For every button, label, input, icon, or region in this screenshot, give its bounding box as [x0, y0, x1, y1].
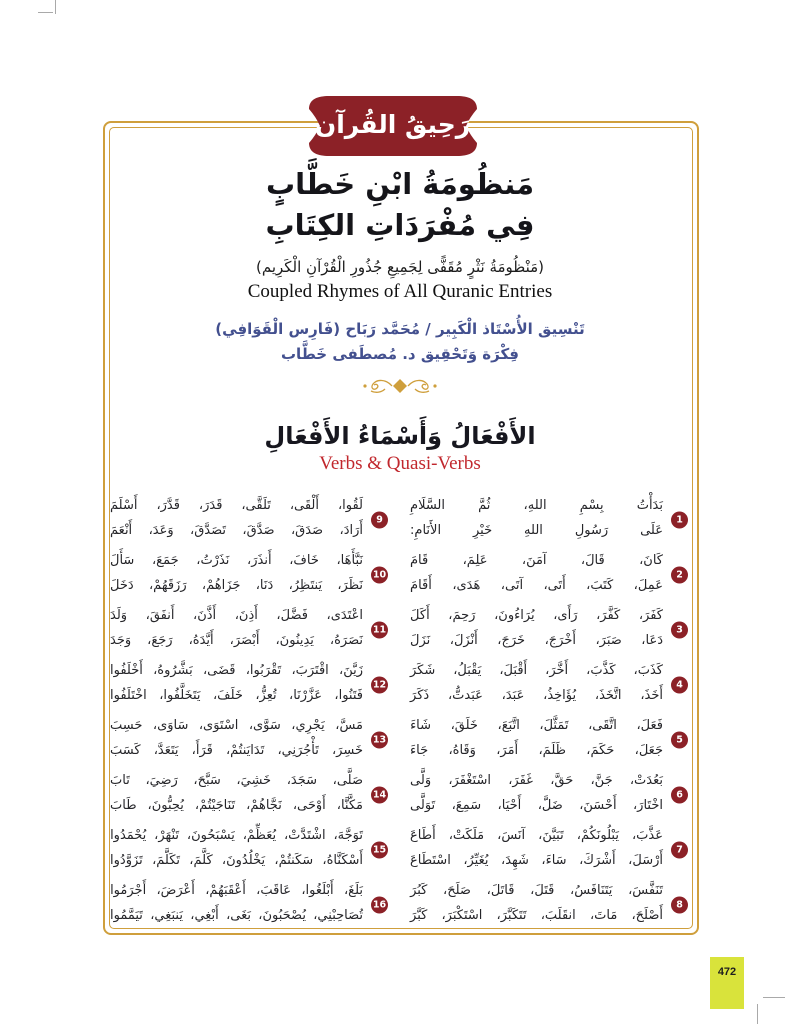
verse-word: يُغَيِّرُ، [463, 853, 489, 868]
verse-word: دَخَلَ [110, 578, 134, 593]
verse-line-2 [410, 903, 663, 928]
verse-word: رَضِيَ، [145, 773, 178, 788]
verse-word: قَدَّرَ، [156, 498, 180, 513]
verse-word: يَتَعَدَّ، [153, 743, 179, 758]
verse-word: صَدَقَ، [290, 523, 324, 538]
verse-line-2 [110, 628, 363, 653]
verse-line-1 [110, 658, 363, 683]
verse-word: جَمَعَ، [151, 553, 179, 568]
verse-word: كَتَبَ، [586, 578, 614, 593]
verse-word: بَدَأْتُ [636, 498, 663, 513]
verse-word: تَكَلَّمَ، [152, 853, 181, 868]
main-title-line1: مَنظُومَةُ ابْنِ خَطَّابٍ [265, 167, 535, 201]
verse-word: كَلَّمَ، [189, 853, 213, 868]
verse-word: دَعَا، [641, 633, 663, 648]
verse-word: خَسِرَ، [331, 743, 363, 758]
section-title-arabic: الأَفْعَالُ وَأَسْمَاءُ الأَفْعَالِ [264, 422, 536, 450]
verse-word: نَذَرْتُ، [196, 553, 230, 568]
credit-line-2: فِكْرَة وَتَحْقِيق د. مُصطَفى خَطَّاب [280, 345, 519, 363]
verse-word: تَتَكَبَّرَ، [496, 908, 527, 923]
verse-word: عَبَدتُّ، [447, 688, 483, 703]
verse-word: مَكَّنَّا، [336, 798, 363, 813]
verse-word: أَخْرَجَ، [544, 633, 576, 648]
verse-word: ظَلَمَ، [538, 743, 566, 758]
verse-word: نَظَرَ، [337, 578, 363, 593]
verse-word: صَلَّى، [332, 773, 363, 788]
verse-word: أَبْصَرَ، [229, 633, 260, 648]
verse-word: قَتَلَ، [530, 883, 555, 898]
verse-word: غَفَرَ، [508, 773, 533, 788]
verse [410, 713, 690, 767]
verse-word: ضَلَّ، [537, 798, 563, 813]
verse-word: أَوْحَى، [292, 798, 326, 813]
page-number: 472 [717, 966, 737, 978]
verse-number-badge: 15 [371, 842, 388, 859]
verse-line-1 [410, 823, 663, 848]
verse-word: حَكَمَ، [586, 743, 615, 758]
verse-line-2 [410, 518, 663, 543]
verse-word: تَنْهَرْ، [154, 828, 180, 843]
verse-word: شَكَرَ [410, 663, 436, 678]
verse [110, 878, 390, 932]
verse-line-1 [410, 548, 663, 573]
verse-word: بِسْمِ [579, 498, 604, 513]
verse-line-2 [410, 628, 663, 653]
verse-word: قَالَ، [580, 553, 605, 568]
verse-number-badge: 8 [671, 897, 688, 914]
verse-number-badge: 5 [671, 732, 688, 749]
verse-word: السَّلَامِ [410, 498, 445, 513]
verse-word: جَنَّ، [590, 773, 613, 788]
verse-word: خَافَ، [289, 553, 319, 568]
verse-word: طَابَ [110, 798, 137, 813]
verse [410, 878, 690, 932]
banner-title: رَحِيقُ القُرآن [314, 110, 471, 139]
verse-word: الأَنَامِ: [410, 523, 442, 538]
verse-word: كَذَبَ، [633, 663, 663, 678]
verses-right-column [410, 493, 690, 933]
verse-line-1 [110, 713, 363, 738]
verse-word: تَوَلَّى [410, 798, 436, 813]
verse-word: يُحِبُّونَ، [147, 798, 184, 813]
verse-word: يَبْلُونَكُمْ، [576, 828, 619, 843]
verse-word: آتَى، [500, 578, 524, 593]
verse-word: حَسِبَ [110, 718, 143, 733]
verse-word: اللهِ، [523, 498, 547, 513]
verse-word: يُصْحَبُونَ، [258, 908, 306, 923]
verse-number-badge: 13 [371, 732, 388, 749]
verse-word: أَصْلَحَ، [631, 908, 663, 923]
verse-word: كَفَرَ، [638, 608, 663, 623]
verse-word: تَقْرَبُوا، [245, 663, 282, 678]
verse [110, 548, 390, 602]
verse-word: تَدَايَنتُمْ، [225, 743, 265, 758]
verse-line-1 [410, 713, 663, 738]
verse [410, 493, 690, 547]
verse-word: أَنذَرَ، [247, 553, 272, 568]
verse-line-1 [410, 658, 663, 683]
verse-word: رَسُولِ [574, 523, 609, 538]
verse-word: عَلَى [640, 523, 663, 538]
verse-word: اخْتَلَفُوا [110, 688, 147, 703]
verse [110, 658, 390, 712]
verse-word: يَنتَظِرُ، [288, 578, 323, 593]
verse-word: كَبُرَ [410, 883, 428, 898]
flourish-ornament-icon [110, 376, 690, 400]
verse-line-2 [110, 518, 363, 543]
verse-word: تَوَجَّهَ، [333, 828, 363, 843]
verse-line-1 [410, 768, 663, 793]
verse-word: اسْتَكْبَرَ، [441, 908, 483, 923]
verse-word: أَقْبَلَ، [499, 663, 528, 678]
verse-word: أَعْقَبَهُمْ، [205, 883, 246, 898]
verse-number-badge: 1 [671, 512, 688, 529]
verse-number-badge: 11 [371, 622, 388, 639]
verse-word: عَلِمَ، [462, 553, 488, 568]
verse-word: اسْتَوَى، [198, 718, 239, 733]
verse-word: يَسْبَحُونَ، [186, 828, 235, 843]
verse-word: قَاتَلَ، [486, 883, 515, 898]
crop-mark [763, 997, 785, 998]
verse-word: خَشِيَ، [236, 773, 272, 788]
verse-word: رَحِمَ، [448, 608, 476, 623]
verse-word: أَذِنَ، [234, 608, 258, 623]
verse-word: أَقَامَ [410, 578, 432, 593]
verse-word: يُعَظِّمْ، [242, 828, 277, 843]
verse-word: اتَّبَعَ، [497, 718, 520, 733]
verses-grid [110, 493, 690, 933]
verse-word: وَلَّى [410, 773, 432, 788]
verse-word: عَبَدَ، [501, 688, 525, 703]
verses-left-column [110, 493, 390, 933]
verse-word: جَزَاهُمْ، [201, 578, 241, 593]
verse-number-badge: 7 [671, 842, 688, 859]
verse-word: رَأَى، [553, 608, 578, 623]
verse-line-2 [410, 573, 663, 598]
verse-word: فَعَلَ، [636, 718, 663, 733]
verse-line-1 [110, 878, 363, 903]
verse-word: رَجَعَ، [147, 633, 173, 648]
verse-word: أَنْزَلَ، [449, 633, 478, 648]
verse-word: زَيَّنَ، [339, 663, 363, 678]
crop-mark [38, 12, 53, 13]
verse-line-2 [410, 793, 663, 818]
verse-word: كَفَّرَ، [596, 608, 621, 623]
verse-word: بَشَّرُوهُ، [153, 663, 193, 678]
verse-word: خَلَفَ، [212, 688, 243, 703]
verse-word: أَنفَقَ، [145, 608, 175, 623]
verse-word: خَرَجَ، [497, 633, 526, 648]
verse-word: مَاتَ، [589, 908, 618, 923]
verse-word: آمَنَ، [521, 553, 547, 568]
verse-number-badge: 12 [371, 677, 388, 694]
verse-word: يَخْلُدُونَ، [221, 853, 266, 868]
banner-plaque [305, 94, 481, 158]
verse-word: سَاءَ، [541, 853, 567, 868]
verse-word: تَبَيَّنَ، [538, 828, 564, 843]
page-number-badge [710, 957, 744, 1009]
verse-word: شَاءَ [410, 718, 432, 733]
verse [110, 493, 390, 547]
verse-word: أَسْكَنَّاهُ، [322, 853, 363, 868]
verse-word: تَلَقَّى، [241, 498, 271, 513]
verse-word: أَطَاعَ [410, 828, 436, 843]
verse-word: وَجَدَ [110, 633, 132, 648]
verse-word: أَذَّنَ، [193, 608, 217, 623]
verse-number-badge: 16 [371, 897, 388, 914]
verse-word: كَسَبَ [110, 743, 141, 758]
verse-word: يَدِينُونَ، [275, 633, 314, 648]
verse-word: اقْتَرَبَ، [291, 663, 329, 678]
verse-word: عَمِلَ، [633, 578, 663, 593]
verse-word: اللهِ [524, 523, 543, 538]
verse-word: أَحْيَا، [497, 798, 522, 813]
verse-word: أَمَرَ، [496, 743, 519, 758]
verse-line-2 [410, 738, 663, 763]
page-content [110, 164, 690, 933]
verse [110, 768, 390, 822]
verse-word: وَعَدَ، [148, 523, 174, 538]
verse-word: قَامَ [410, 553, 429, 568]
verse-line-1 [410, 878, 663, 903]
verse-line-2 [110, 793, 363, 818]
verse-word: جَعَلَ، [634, 743, 663, 758]
credit-line-1: تَنْسِيق الأُسْتَاذ الْكَبِير / مُحَمَّد رَبَاح (فَارِس الْقَوَافِي) [215, 320, 585, 338]
verse-word: سَبَّحَ، [193, 773, 221, 788]
verse-word: ثُمَّ [478, 498, 491, 513]
verse-word: هَدَى، [452, 578, 481, 593]
verse-word: بَغَى، [226, 908, 251, 923]
verse-word: يُحْمَدُوا [110, 828, 147, 843]
verse-word: اسْتَطَاعَ [410, 853, 451, 868]
verse-word: يَقْبَلُ، [453, 663, 482, 678]
verse-word: اسْتَغْفَرَ، [448, 773, 491, 788]
verse-word: تُعِزُّ، [255, 688, 277, 703]
verse [110, 823, 390, 877]
verse-line-2 [110, 738, 363, 763]
verse-word: اشْتَدَّتْ، [283, 828, 326, 843]
verse-word: تَمَثَّلَ، [539, 718, 569, 733]
verse-word: صَلَحَ، [443, 883, 471, 898]
verse-word: دَنَا، [255, 578, 274, 593]
verse-word: يَنبَغِي، [150, 908, 183, 923]
verse-word: خَيْرِ [472, 523, 493, 538]
verse-number-badge: 14 [371, 787, 388, 804]
verse-word: نَجَّاهُمْ، [246, 798, 282, 813]
verse-word: ذَكَرَ [410, 688, 430, 703]
verse-word: يَجْرِي، [291, 718, 325, 733]
verse [410, 658, 690, 712]
verse-number-badge: 10 [371, 567, 388, 584]
verse-word: تُصَاحِبْنِي، [313, 908, 363, 923]
verse-word: صَبَرَ، [595, 633, 622, 648]
verse-word: أَشْرَكَ، [579, 853, 616, 868]
verse-word: قَرَأَ، [191, 743, 213, 758]
verse-word: يُؤَاخِذُ، [543, 688, 577, 703]
verse-word: سَأَلَ [110, 553, 135, 568]
verse-word: سَمِعَ، [451, 798, 482, 813]
subtitle-arabic: (مَنْظُومَةُ نَثْرٍ مُقَفًّى لِجَمِيعِ جُذُورِ الْقُرْآنِ الْكَرِيم) [255, 258, 544, 276]
verse-word: سَجَدَ، [286, 773, 318, 788]
verse-number-badge: 3 [671, 622, 688, 639]
verse-word: اتَّقَى، [588, 718, 617, 733]
verse-word: أَكَلَ [410, 608, 430, 623]
main-title-line2: فِي مُفْرَدَاتِ الكِتَابِ [265, 208, 535, 242]
verse-word: أَبْغِي، [190, 908, 219, 923]
verse-word: نَزَلَ [410, 633, 431, 648]
verse-word: سَكَنتُمْ، [274, 853, 314, 868]
verse-word: خَلَقَ، [450, 718, 478, 733]
verse-word: بَعُدَتْ، [629, 773, 663, 788]
verse-line-1 [110, 823, 363, 848]
verse-word: جَاءَ [410, 743, 429, 758]
verse-line-2 [410, 683, 663, 708]
verse-line-1 [410, 603, 663, 628]
verse-word: أَبْلَغُوا، [301, 883, 334, 898]
verse-word: رَزَقَهُمْ، [148, 578, 187, 593]
verse-word: تَابَ [110, 773, 130, 788]
verse-word: تَأْجُرَنِي، [277, 743, 319, 758]
verse-word: وَقَاهُ، [448, 743, 476, 758]
verse-word: يَتَخَلَّفُوا، [159, 688, 201, 703]
verse-word: كَذَّبَ، [586, 663, 616, 678]
verse-line-2 [110, 903, 363, 928]
verse-word: تَنَفَّسَ، [628, 883, 663, 898]
verse [110, 713, 390, 767]
crop-mark [55, 0, 56, 14]
verse-word: عَذَّبَ، [631, 828, 663, 843]
credits-block [110, 317, 690, 367]
verse-word: صَدَّقَ، [242, 523, 275, 538]
verse-word: سَاوَى، [152, 718, 189, 733]
verse-word: فَتَنُوا، [334, 688, 363, 703]
verse-word: أَخْلَفُوا [110, 663, 143, 678]
verse-word: أَتَى، [543, 578, 566, 593]
verse-word: نَبَّأَهَا، [336, 553, 363, 568]
verse-word: قَضَى، [202, 663, 236, 678]
verse-word: كَبَّرَ [410, 908, 428, 923]
verse-word: أَخَّرَ، [545, 663, 569, 678]
verse-word: تَنَاجَيْتُمْ، [194, 798, 236, 813]
verse-word: حَقَّ، [550, 773, 574, 788]
subtitle-english: Coupled Rhymes of All Quranic Entries [247, 281, 553, 302]
verse [410, 823, 690, 877]
verse-line-1 [110, 493, 363, 518]
verse-word: بَلَغَ، [343, 883, 363, 898]
verse-line-2 [110, 573, 363, 598]
verse-word: أَعْرَضَ، [156, 883, 195, 898]
verse-line-2 [110, 683, 363, 708]
verse-word: أَنْعَمَ [110, 523, 133, 538]
verse-word: سَوَّى، [248, 718, 281, 733]
verse-line-2 [410, 848, 663, 873]
verse-word: اتَّخَذَ، [594, 688, 622, 703]
verse-line-1 [110, 603, 363, 628]
verse-line-1 [110, 768, 363, 793]
verse [410, 768, 690, 822]
verse-word: يَتَنَافَسُ، [570, 883, 613, 898]
verse-word: قَدَرَ، [198, 498, 223, 513]
verse-word: مَلَكَتْ، [448, 828, 485, 843]
section-title-english: Verbs & Quasi-Verbs [319, 453, 481, 474]
verse-word: اعْتَدَى، [326, 608, 363, 623]
verse-word: أَجْرَمُوا [110, 883, 147, 898]
verse-word: تَصَدَّقَ، [190, 523, 227, 538]
verse-word: يُرَاءُونَ، [494, 608, 535, 623]
verse-word: تَزَوَّدُوا [110, 853, 143, 868]
verse-number-badge: 9 [371, 512, 388, 529]
verse-word: نَصَرَهُ، [329, 633, 363, 648]
verse-line-1 [410, 493, 663, 518]
verse-word: أَرَادَ، [339, 523, 363, 538]
verse-word: لَقُوا، [337, 498, 363, 513]
verse-word: اخْتَارَ، [632, 798, 663, 813]
verse-word: آنَسَ، [497, 828, 526, 843]
verse [410, 548, 690, 602]
verse-word: تَيَمَّمُوا [110, 908, 143, 923]
verse-word: مَسَّ، [335, 718, 363, 733]
verse-word: أَسْلَمَ [110, 498, 138, 513]
verse-word: أَخَذَ، [640, 688, 663, 703]
verse [110, 603, 390, 657]
verse-word: عَزَّرْنَا، [289, 688, 322, 703]
verse-word: أَحْسَنَ، [579, 798, 617, 813]
verse-word: شَهِدَ، [501, 853, 529, 868]
verse-line-1 [110, 548, 363, 573]
verse-word: أَيَّدَهُ، [188, 633, 214, 648]
verse-word: فَضَّلَ، [276, 608, 308, 623]
crop-mark [757, 1004, 758, 1024]
verse [410, 603, 690, 657]
verse-number-badge: 2 [671, 567, 688, 584]
verse-word: كَانَ، [639, 553, 663, 568]
verse-number-badge: 6 [671, 787, 688, 804]
verse-word: انقَلَبَ، [540, 908, 576, 923]
verse-word: عَاقَبَ، [256, 883, 292, 898]
verse-word: وَلَدَ [110, 608, 128, 623]
verse-word: أَرْسَلَ، [628, 853, 663, 868]
verse-word: أَلْقَى، [289, 498, 319, 513]
verse-line-2 [110, 848, 363, 873]
verse-number-badge: 4 [671, 677, 688, 694]
